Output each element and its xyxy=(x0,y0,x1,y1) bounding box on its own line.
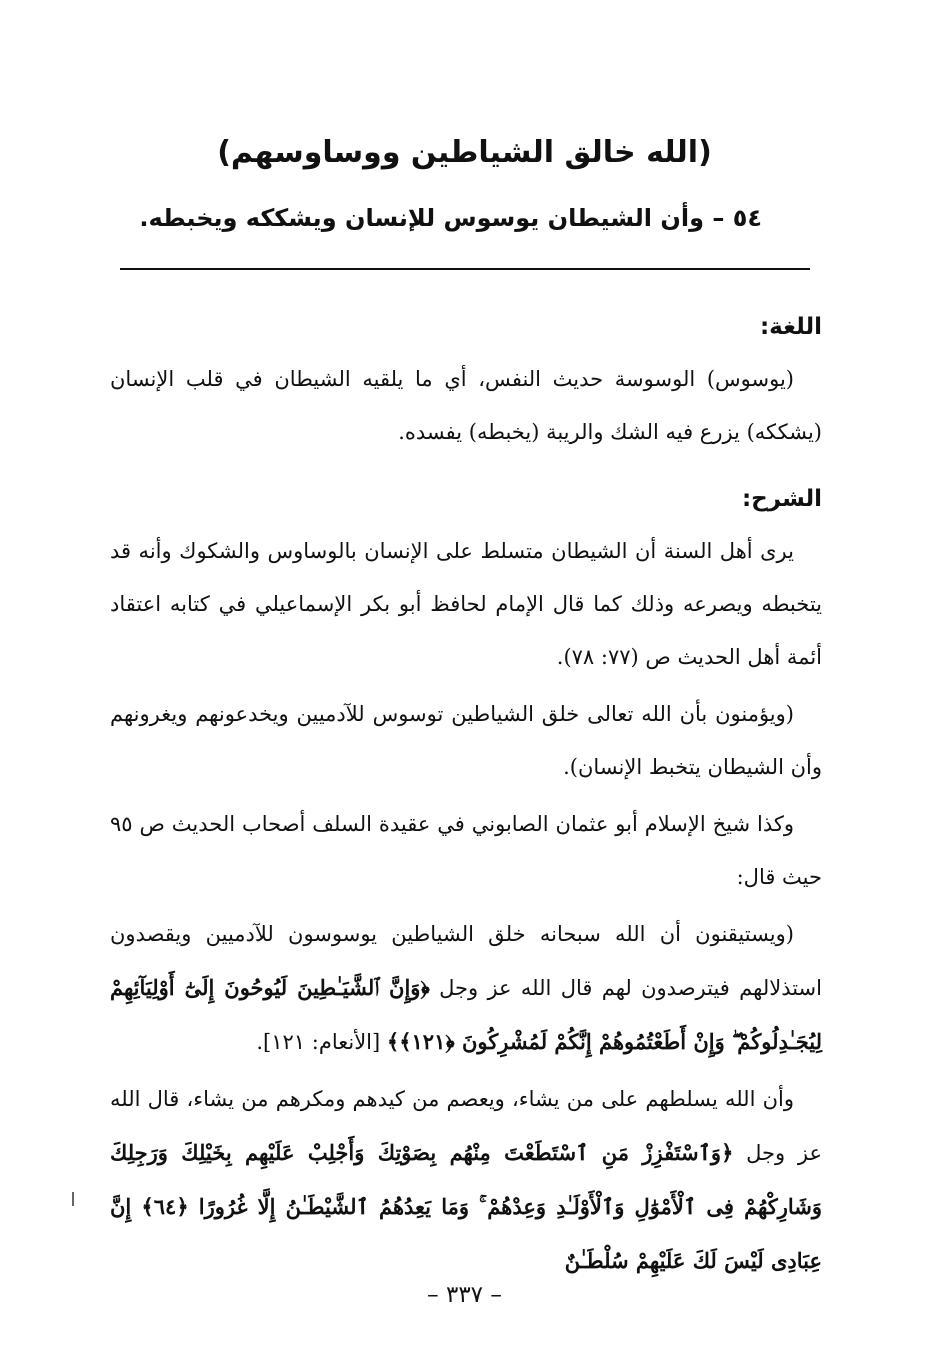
body-content xyxy=(110,305,822,1292)
lugha-label: اللغة: xyxy=(759,314,822,340)
paragraph-5-lead: وأن الله يسلطهم على من يشاء، ويعصم من كيدهم ومكرهم من يشاء، قال الله عز وجل xyxy=(110,1087,822,1165)
page-number: – ٣٣٧ – xyxy=(427,1282,502,1308)
quran-verse-anam: ﴿وَإِنَّ ٱلشَّيَـٰطِينَ لَيُوحُونَ إِلَىٰٓ أَوْلِيَآئِهِمْ لِيُجَـٰدِلُوكُمْ ۖ وَإِنْ أَطَعْتُمُوهُمْ إِنَّكُمْ لَمُشْرِكُونَ ﴿١٢١﴾﴾ xyxy=(110,975,822,1054)
sharh-paragraph-1: يرى أهل السنة أن الشيطان متسلط على الإنسان بالوساوس والشكوك وأنه قد يتخبطه ويصرعه وذلك كما قال الإمام لحافظ أبو بكر الإسماعيلي في كتابه اعتقاد أئمة أهل الحديث ص (٧٧: ٧٨). xyxy=(110,539,822,669)
section-heading: ٥٤ – وأن الشيطان يوسوس للإنسان ويشككه ويخبطه. xyxy=(139,204,762,232)
spacer xyxy=(110,463,822,477)
verse-reference-anam: [الأنعام: ١٢١]. xyxy=(256,1030,381,1054)
sharh-paragraph-4 xyxy=(110,908,822,1069)
sharh-paragraph-2: (ويؤمنون بأن الله تعالى خلق الشياطين توسوس للآدميين ويخدعونهم ويغرونهم وأن الشيطان يتخبط الإنسان). xyxy=(110,702,822,779)
quran-verse-isra: ﴿وَٱسْتَفْزِزْ مَنِ ٱسْتَطَعْتَ مِنْهُم بِصَوْتِكَ وَأَجْلِبْ عَلَيْهِم بِخَيْلِكَ وَرَجِلِكَ وَشَارِكْهُمْ فِى ٱلْأَمْوَٰلِ وَٱلْأَوْلَـٰدِ وَعِدْهُمْ ۚ وَمَا يَعِدُهُمُ ٱلشَّيْطَـٰنُ إِلَّا غُرُورًا ﴿٦٤﴾ إِنَّ عِبَادِى لَيْسَ لَكَ عَلَيْهِمْ سُلْطَـٰنٌ xyxy=(110,1140,822,1273)
heading-divider xyxy=(120,268,810,270)
paragraph-4-lead: (ويستيقنون أن الله سبحانه خلق الشياطين يوسوسون للآدميين ويقصدون استذلالهم فيترصدون لهم قال الله عز وجل xyxy=(110,922,822,1000)
lugha-paragraph: (يوسوس) الوسوسة حديث النفس، أي ما يلقيه الشيطان في قلب الإنسان (يشككه) يزرع فيه الشك والريبة (يخبطه) يفسده. xyxy=(110,367,822,444)
sharh-paragraph-3: وكذا شيخ الإسلام أبو عثمان الصابوني في عقيدة السلف أصحاب الحديث ص ٩٥ حيث قال: xyxy=(110,812,822,889)
chapter-title: (الله خالق الشياطين ووساوسهم) xyxy=(217,135,712,170)
sharh-label: الشرح: xyxy=(741,486,822,512)
sharh-paragraph-5 xyxy=(110,1073,822,1288)
margin-mark xyxy=(72,1192,74,1206)
